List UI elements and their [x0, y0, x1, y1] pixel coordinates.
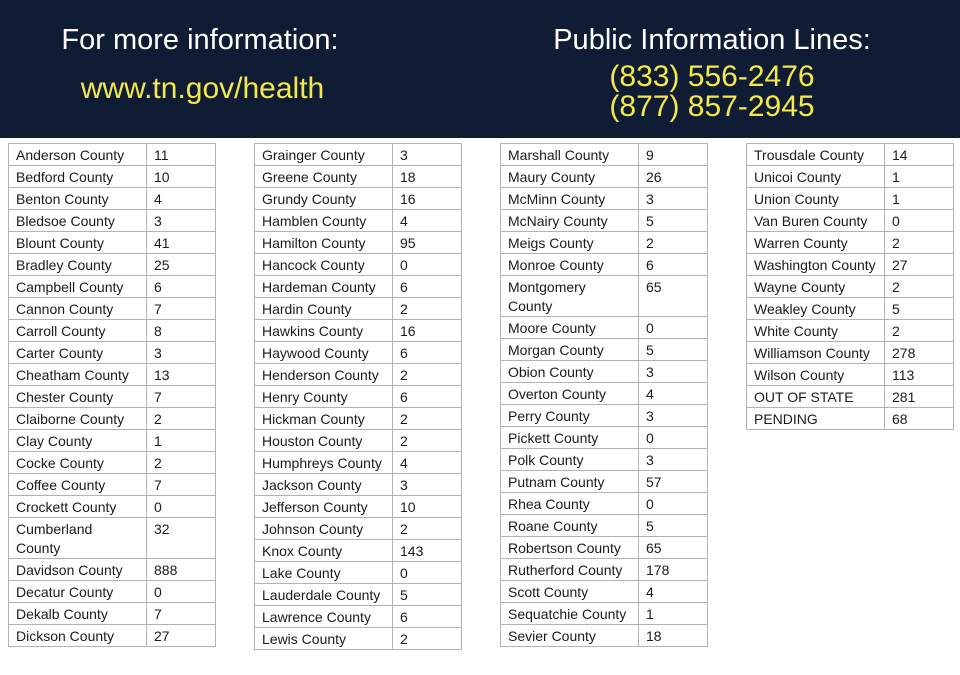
case-count-cell: 4: [639, 383, 708, 404]
table-row: [254, 254, 462, 276]
case-count-cell: 1: [885, 188, 954, 209]
case-count-cell: 3: [639, 361, 708, 382]
case-count-cell: 57: [639, 471, 708, 492]
county-name-cell: White County: [746, 320, 885, 341]
table-row: [254, 584, 462, 606]
county-name-cell: Overton County: [500, 383, 639, 404]
table-row: [746, 210, 954, 232]
county-name-cell: Clay County: [8, 430, 147, 451]
table-row: [8, 518, 216, 559]
county-name-cell: Hamilton County: [254, 232, 393, 253]
case-count-cell: 1: [639, 603, 708, 624]
more-info-heading: For more information:: [61, 24, 339, 56]
table-row: [500, 188, 708, 210]
county-name-cell: Lawrence County: [254, 606, 393, 627]
table-row: [500, 581, 708, 603]
table-row: [500, 317, 708, 339]
public-info-lines-heading: Public Information Lines:: [553, 24, 871, 56]
case-count-cell: 1: [147, 430, 216, 451]
case-count-cell: 9: [639, 144, 708, 165]
case-count-cell: 5: [393, 584, 462, 605]
table-row: [8, 210, 216, 232]
county-name-cell: Cumberland County: [8, 518, 147, 558]
table-row: [8, 320, 216, 342]
case-count-cell: 7: [147, 474, 216, 495]
county-name-cell: Morgan County: [500, 339, 639, 360]
county-name-cell: Bedford County: [8, 166, 147, 187]
county-name-cell: Johnson County: [254, 518, 393, 539]
table-row: [8, 559, 216, 581]
table-row: [8, 342, 216, 364]
case-count-cell: 4: [393, 210, 462, 231]
county-name-cell: Crockett County: [8, 496, 147, 517]
table-row: [254, 210, 462, 232]
table-row: [8, 408, 216, 430]
table-row: [500, 166, 708, 188]
county-name-cell: McMinn County: [500, 188, 639, 209]
county-name-cell: Hawkins County: [254, 320, 393, 341]
case-count-cell: 5: [639, 339, 708, 360]
case-count-cell: 16: [393, 188, 462, 209]
table-row: [254, 166, 462, 188]
county-name-cell: Hancock County: [254, 254, 393, 275]
table-row: [746, 276, 954, 298]
case-count-cell: 4: [639, 581, 708, 602]
case-count-cell: 7: [147, 603, 216, 624]
table-row: [500, 515, 708, 537]
county-name-cell: Williamson County: [746, 342, 885, 363]
county-name-cell: Robertson County: [500, 537, 639, 558]
case-count-cell: 3: [639, 188, 708, 209]
case-count-cell: 6: [639, 254, 708, 275]
table-row: [8, 298, 216, 320]
county-name-cell: Lewis County: [254, 628, 393, 649]
county-name-cell: Coffee County: [8, 474, 147, 495]
county-name-cell: Putnam County: [500, 471, 639, 492]
county-name-cell: Monroe County: [500, 254, 639, 275]
county-name-cell: Union County: [746, 188, 885, 209]
case-count-cell: 1: [885, 166, 954, 187]
table-row: [254, 628, 462, 650]
table-row: [500, 559, 708, 581]
table-row: [746, 188, 954, 210]
table-row: [500, 254, 708, 276]
case-count-cell: 41: [147, 232, 216, 253]
county-name-cell: Campbell County: [8, 276, 147, 297]
table-row: [254, 518, 462, 540]
county-name-cell: Carroll County: [8, 320, 147, 341]
county-name-cell: Wayne County: [746, 276, 885, 297]
table-row: [500, 276, 708, 317]
case-count-cell: 0: [639, 493, 708, 514]
case-count-cell: 281: [885, 386, 954, 407]
table-row: [254, 364, 462, 386]
table-row: [8, 474, 216, 496]
table-row: [8, 364, 216, 386]
county-name-cell: Scott County: [500, 581, 639, 602]
table-row: [500, 383, 708, 405]
case-count-cell: 25: [147, 254, 216, 275]
case-count-cell: 13: [147, 364, 216, 385]
table-row: [8, 603, 216, 625]
county-name-cell: Perry County: [500, 405, 639, 426]
table-row: [254, 540, 462, 562]
table-row: [500, 427, 708, 449]
county-name-cell: Sevier County: [500, 625, 639, 646]
county-name-cell: Cannon County: [8, 298, 147, 319]
county-name-cell: Henderson County: [254, 364, 393, 385]
county-name-cell: Meigs County: [500, 232, 639, 253]
case-count-cell: 6: [147, 276, 216, 297]
case-count-cell: 0: [639, 317, 708, 338]
table-row: [254, 232, 462, 254]
table-row: [254, 188, 462, 210]
county-name-cell: Washington County: [746, 254, 885, 275]
county-name-cell: Cheatham County: [8, 364, 147, 385]
table-row: [254, 562, 462, 584]
table-row: [8, 143, 216, 166]
county-table-3: [500, 143, 708, 647]
county-name-cell: Jackson County: [254, 474, 393, 495]
case-count-cell: 2: [393, 518, 462, 539]
case-count-cell: 65: [639, 276, 708, 316]
table-row: [8, 386, 216, 408]
case-count-cell: 3: [639, 449, 708, 470]
case-count-cell: 2: [639, 232, 708, 253]
case-count-cell: 26: [639, 166, 708, 187]
county-name-cell: Dekalb County: [8, 603, 147, 624]
table-row: [746, 408, 954, 430]
case-count-cell: 2: [885, 320, 954, 341]
case-count-cell: 6: [393, 342, 462, 363]
case-count-cell: 3: [639, 405, 708, 426]
county-name-cell: Cocke County: [8, 452, 147, 473]
case-count-cell: 0: [885, 210, 954, 231]
table-row: [254, 143, 462, 166]
county-table-1: [8, 143, 216, 647]
table-row: [8, 166, 216, 188]
county-name-cell: Weakley County: [746, 298, 885, 319]
health-website-link[interactable]: www.tn.gov/health: [80, 72, 325, 105]
case-count-cell: 18: [393, 166, 462, 187]
case-count-cell: 0: [147, 496, 216, 517]
table-row: [254, 474, 462, 496]
case-count-cell: 278: [885, 342, 954, 363]
case-count-cell: 2: [393, 364, 462, 385]
case-count-cell: 2: [393, 430, 462, 451]
county-name-cell: Wilson County: [746, 364, 885, 385]
county-name-cell: Maury County: [500, 166, 639, 187]
case-count-cell: 2: [393, 298, 462, 319]
case-count-cell: 143: [393, 540, 462, 561]
table-row: [500, 143, 708, 166]
case-count-cell: 5: [885, 298, 954, 319]
case-count-cell: 0: [147, 581, 216, 602]
table-row: [254, 386, 462, 408]
county-name-cell: Marshall County: [500, 144, 639, 165]
case-count-cell: 4: [147, 188, 216, 209]
table-row: [8, 430, 216, 452]
table-row: [254, 276, 462, 298]
county-name-cell: Grainger County: [254, 144, 393, 165]
table-row: [254, 408, 462, 430]
county-name-cell: Haywood County: [254, 342, 393, 363]
case-count-cell: 10: [147, 166, 216, 187]
case-count-cell: 0: [393, 562, 462, 583]
case-count-cell: 95: [393, 232, 462, 253]
case-count-cell: 32: [147, 518, 216, 558]
county-name-cell: Hardin County: [254, 298, 393, 319]
county-name-cell: Jefferson County: [254, 496, 393, 517]
table-row: [500, 232, 708, 254]
case-count-cell: 10: [393, 496, 462, 517]
county-name-cell: Benton County: [8, 188, 147, 209]
table-row: [500, 493, 708, 515]
county-name-cell: Hamblen County: [254, 210, 393, 231]
case-count-cell: 178: [639, 559, 708, 580]
table-row: [254, 298, 462, 320]
county-name-cell: Montgomery County: [500, 276, 639, 316]
table-row: [8, 452, 216, 474]
phone-number-2[interactable]: (877) 857-2945: [609, 90, 815, 123]
county-name-cell: Houston County: [254, 430, 393, 451]
table-row: [500, 361, 708, 383]
case-count-cell: 18: [639, 625, 708, 646]
county-name-cell: Rutherford County: [500, 559, 639, 580]
county-name-cell: Polk County: [500, 449, 639, 470]
county-name-cell: Greene County: [254, 166, 393, 187]
county-name-cell: Bradley County: [8, 254, 147, 275]
county-name-cell: Sequatchie County: [500, 603, 639, 624]
table-row: [500, 603, 708, 625]
county-name-cell: Anderson County: [8, 144, 147, 165]
county-name-cell: Lauderdale County: [254, 584, 393, 605]
county-name-cell: McNairy County: [500, 210, 639, 231]
table-row: [254, 496, 462, 518]
case-count-cell: 5: [639, 210, 708, 231]
county-name-cell: Grundy County: [254, 188, 393, 209]
county-name-cell: Hardeman County: [254, 276, 393, 297]
table-row: [500, 449, 708, 471]
county-table-4: [746, 143, 954, 430]
case-count-cell: 4: [393, 452, 462, 473]
table-row: [254, 430, 462, 452]
case-count-cell: 7: [147, 298, 216, 319]
case-count-cell: 2: [393, 628, 462, 649]
table-row: [746, 254, 954, 276]
table-row: [8, 188, 216, 210]
county-name-cell: Decatur County: [8, 581, 147, 602]
county-name-cell: Trousdale County: [746, 144, 885, 165]
info-banner: [0, 0, 960, 138]
county-name-cell: Unicoi County: [746, 166, 885, 187]
county-name-cell: Rhea County: [500, 493, 639, 514]
table-row: [746, 342, 954, 364]
county-name-cell: Obion County: [500, 361, 639, 382]
case-count-cell: 2: [147, 452, 216, 473]
county-name-cell: Henry County: [254, 386, 393, 407]
phone-numbers: [512, 62, 912, 122]
table-row: [500, 405, 708, 427]
case-count-cell: 113: [885, 364, 954, 385]
county-name-cell: Lake County: [254, 562, 393, 583]
county-name-cell: Chester County: [8, 386, 147, 407]
case-count-cell: 6: [393, 276, 462, 297]
table-row: [500, 339, 708, 361]
phone-number-1[interactable]: (833) 556-2476: [609, 60, 815, 93]
table-row: [746, 143, 954, 166]
case-count-cell: 27: [885, 254, 954, 275]
table-row: [8, 496, 216, 518]
county-name-cell: Humphreys County: [254, 452, 393, 473]
case-count-cell: 0: [393, 254, 462, 275]
case-count-cell: 6: [393, 386, 462, 407]
county-name-cell: Pickett County: [500, 427, 639, 448]
table-row: [500, 537, 708, 559]
table-row: [500, 471, 708, 493]
case-count-cell: 3: [147, 342, 216, 363]
case-count-cell: 0: [639, 427, 708, 448]
county-name-cell: Moore County: [500, 317, 639, 338]
table-row: [746, 364, 954, 386]
county-name-cell: Knox County: [254, 540, 393, 561]
county-table-2: [254, 143, 462, 650]
case-count-cell: 2: [885, 232, 954, 253]
county-name-cell: Carter County: [8, 342, 147, 363]
county-name-cell: Claiborne County: [8, 408, 147, 429]
county-name-cell: OUT OF STATE: [746, 386, 885, 407]
case-count-cell: 888: [147, 559, 216, 580]
table-row: [746, 386, 954, 408]
case-count-cell: 14: [885, 144, 954, 165]
table-row: [254, 342, 462, 364]
case-count-cell: 7: [147, 386, 216, 407]
table-row: [500, 210, 708, 232]
case-count-cell: 2: [393, 408, 462, 429]
case-count-cell: 3: [147, 210, 216, 231]
table-row: [8, 276, 216, 298]
table-row: [254, 452, 462, 474]
county-name-cell: Bledsoe County: [8, 210, 147, 231]
table-row: [746, 232, 954, 254]
case-count-cell: 68: [885, 408, 954, 429]
case-count-cell: 5: [639, 515, 708, 536]
table-row: [254, 606, 462, 628]
county-name-cell: Warren County: [746, 232, 885, 253]
case-count-cell: 11: [147, 144, 216, 165]
county-name-cell: Van Buren County: [746, 210, 885, 231]
table-row: [8, 232, 216, 254]
case-count-cell: 16: [393, 320, 462, 341]
county-name-cell: PENDING: [746, 408, 885, 429]
case-count-cell: 2: [885, 276, 954, 297]
table-row: [8, 581, 216, 603]
table-row: [8, 625, 216, 647]
county-name-cell: Hickman County: [254, 408, 393, 429]
case-count-cell: 8: [147, 320, 216, 341]
case-count-cell: 3: [393, 144, 462, 165]
table-row: [500, 625, 708, 647]
county-name-cell: Davidson County: [8, 559, 147, 580]
table-row: [746, 320, 954, 342]
county-name-cell: Roane County: [500, 515, 639, 536]
case-count-cell: 2: [147, 408, 216, 429]
county-name-cell: Blount County: [8, 232, 147, 253]
case-count-cell: 3: [393, 474, 462, 495]
table-row: [746, 298, 954, 320]
table-row: [746, 166, 954, 188]
case-count-cell: 6: [393, 606, 462, 627]
case-count-cell: 27: [147, 625, 216, 646]
county-name-cell: Dickson County: [8, 625, 147, 646]
table-row: [8, 254, 216, 276]
case-count-cell: 65: [639, 537, 708, 558]
table-row: [254, 320, 462, 342]
